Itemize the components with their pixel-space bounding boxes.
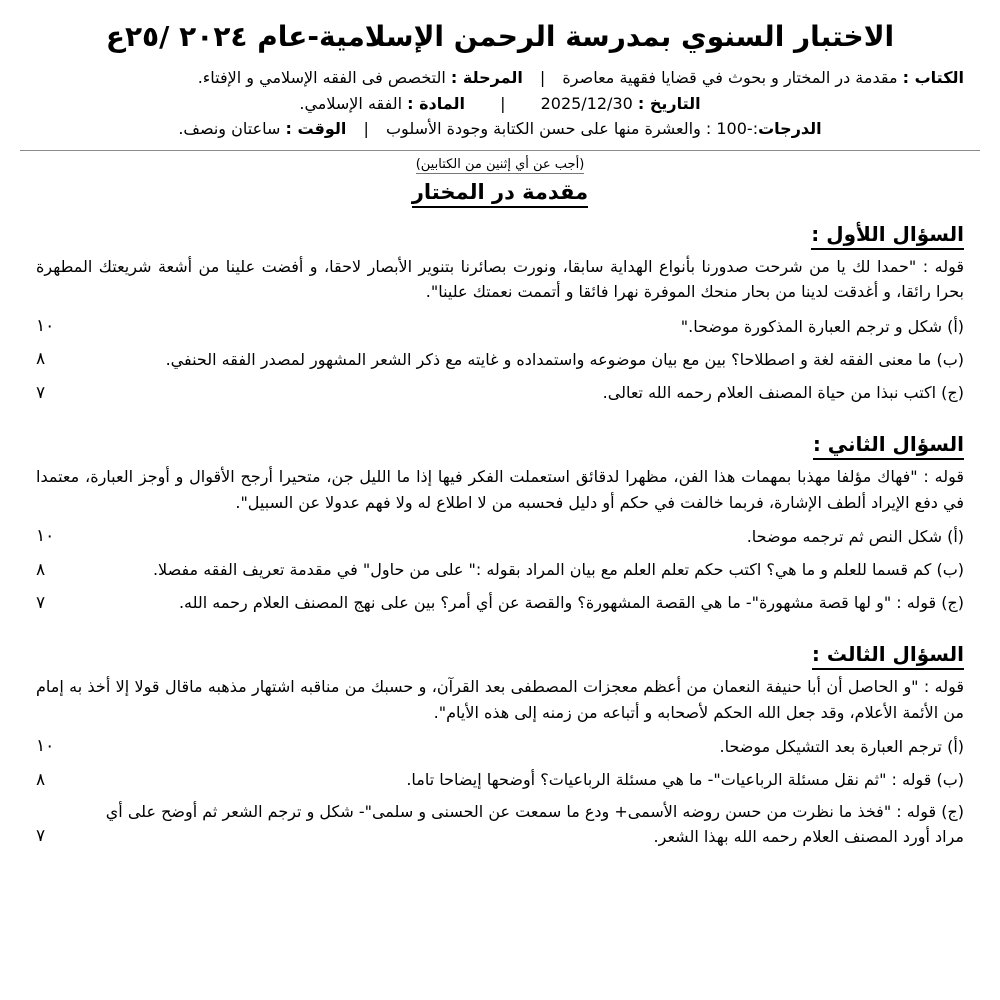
question-item-mark: ٧ — [36, 382, 46, 403]
question-item-mark: ١٠ — [36, 315, 55, 336]
question-item — [36, 523, 964, 549]
question-1-heading — [36, 222, 964, 246]
meta-line-book-stage — [36, 65, 964, 91]
book-label: الكتاب : — [902, 68, 964, 87]
meta-line-marks-time — [36, 116, 964, 142]
question-item — [36, 380, 964, 406]
question-item-mark: ٧ — [36, 826, 46, 847]
exam-meta — [36, 65, 964, 142]
question-item — [36, 313, 964, 339]
question-item-mark: ٨ — [36, 559, 46, 580]
question-item — [36, 800, 964, 850]
question-item-mark: ٨ — [36, 349, 46, 370]
question-item-text: (أ) شكل و ترجم العبارة المذكورة موضحا." — [680, 316, 964, 336]
marks-label: الدرجات — [758, 119, 822, 139]
marks-value: :-100 : والعشرة منها على حسن الكتابة وجودة الأسلوب — [385, 119, 759, 139]
separator: | — [539, 68, 546, 87]
question-2-intro: قوله : "فهاك مؤلفا مهذبا بمهمات هذا الفن، مظهرا لدقائق استعملت الفكر فيها إذا ما الليل جن، متحيرا أرجح الأقوال و أوجز العبارة، معتمدا في دفع الإيراد ألطف الإشارة، فربما خالفت في حكم أو دليل فحسبه من لا اطلاع له ولا فهم عدولا عن السبيل". — [36, 467, 964, 512]
header-divider — [20, 150, 980, 151]
book-section-heading-text: مقدمة در المختار — [412, 180, 588, 208]
question-item — [36, 346, 964, 372]
question-item-text: (ج) قوله : "فخذ ما نظرت من حسن روضه الأسمى+ ودع ما سمعت عن الحسنى و سلمى"- شكل و ترجم الشعر ثم أوضح على أي مراد أورد المصنف العلام رحمه الله بهذا الشعر. — [105, 802, 964, 846]
question-item — [36, 557, 964, 583]
question-item-text: (ب) كم قسما للعلم و ما هي؟ اكتب حكم تعلم العلم مع بيان المراد بقوله :" على من حاول" في مقدمة تعريف الفقه مفصلا. — [152, 560, 964, 580]
question-item-mark: ٧ — [36, 592, 46, 613]
question-3-items — [36, 733, 964, 849]
meta-line-date-subject — [36, 91, 964, 117]
question-2-heading-text: السؤال الثاني : — [813, 432, 964, 460]
stage-label: المرحلة : — [450, 68, 523, 87]
separator: | — [500, 93, 506, 113]
time-label: الوقت : — [285, 119, 347, 139]
time-value: ساعتان ونصف. — [178, 119, 281, 139]
question-2 — [36, 432, 964, 616]
date-label: التاريخ : — [637, 93, 701, 113]
question-item — [36, 767, 964, 793]
question-item — [36, 590, 964, 616]
question-3 — [36, 642, 964, 849]
separator: | — [363, 119, 369, 139]
question-item — [36, 733, 964, 759]
book-section-heading — [36, 180, 964, 204]
question-1-items — [36, 313, 964, 406]
question-3-heading — [36, 642, 964, 666]
question-3-heading-text: السؤال الثالث : — [812, 642, 964, 670]
question-item-text: (ب) ما معنى الفقه لغة و اصطلاحا؟ بين مع بيان موضوعه واستمداده و غايته مع ذكر الشعر المشهور لمصدر الفقه الحنفي. — [165, 349, 964, 369]
question-item-text: (ب) قوله : "ثم نقل مسئلة الرباعيات"- ما هي مسئلة الرباعيات؟ أوضحها إيضاحا تاما. — [406, 770, 964, 790]
question-item-text: (أ) شكل النص ثم ترجمه موضحا. — [746, 526, 964, 546]
question-item-text: (ج) قوله : "و لها قصة مشهورة"- ما هي القصة المشهورة؟ والقصة عن أي أمر؟ بين على نهج المصنف العلام رحمه الله. — [178, 593, 964, 613]
subject-label: المادة : — [407, 93, 465, 113]
exam-title: الاختبار السنوي بمدرسة الرحمن الإسلامية-عام ٢٠٢٤ /٢٥ع — [105, 20, 895, 53]
question-1-intro: قوله : "حمدا لك يا من شرحت صدورنا بأنواع الهداية سابقا، ونورت بصائرنا بتنوير الأبصار لاحقا، و أفضت علينا من أشعة شريعتك المطهرة بحرا رائقا، و أغدقت لدينا من بحار منحك الموفرة نهرا فائقا و أتممت نعمتك علينا". — [36, 256, 964, 302]
question-1-heading-text: السؤال اللأول : — [811, 222, 964, 250]
question-2-items — [36, 523, 964, 616]
subject-value: الفقه الإسلامي. — [299, 93, 403, 113]
stage-value: التخصص فى الفقه الإسلامي و الإفتاء. — [197, 68, 446, 87]
question-item-mark: ١٠ — [36, 736, 55, 757]
question-item-text: (ج) اكتب نبذا من حياة المصنف العلام رحمه الله تعالى. — [602, 383, 964, 403]
question-item-mark: ١٠ — [36, 526, 55, 547]
question-item-text: (أ) ترجم العبارة بعد التشيكل موضحا. — [719, 736, 964, 756]
date-value: 2025/12/30 — [540, 93, 633, 113]
question-2-heading — [36, 432, 964, 456]
question-3-intro: قوله : "و الحاصل أن أبا حنيفة النعمان من أعظم معجزات المصطفى بعد القرآن، و حسبك من مناقبه اشتهار مذهبه ماقال قولا إلا أخذ به إمام من الأئمة الأعلام، وقد جعل الله الحكم لأصحابه و أتباعه من زمنه إلى هذه الأيام". — [36, 677, 964, 722]
instruction-note-text: (أجب عن أي إثنين من الكتابين) — [415, 156, 585, 172]
question-1 — [36, 222, 964, 406]
question-item-mark: ٨ — [36, 769, 46, 790]
instruction-note — [36, 157, 964, 172]
book-value: مقدمة در المختار و بحوث في قضايا فقهية معاصرة — [562, 68, 898, 87]
